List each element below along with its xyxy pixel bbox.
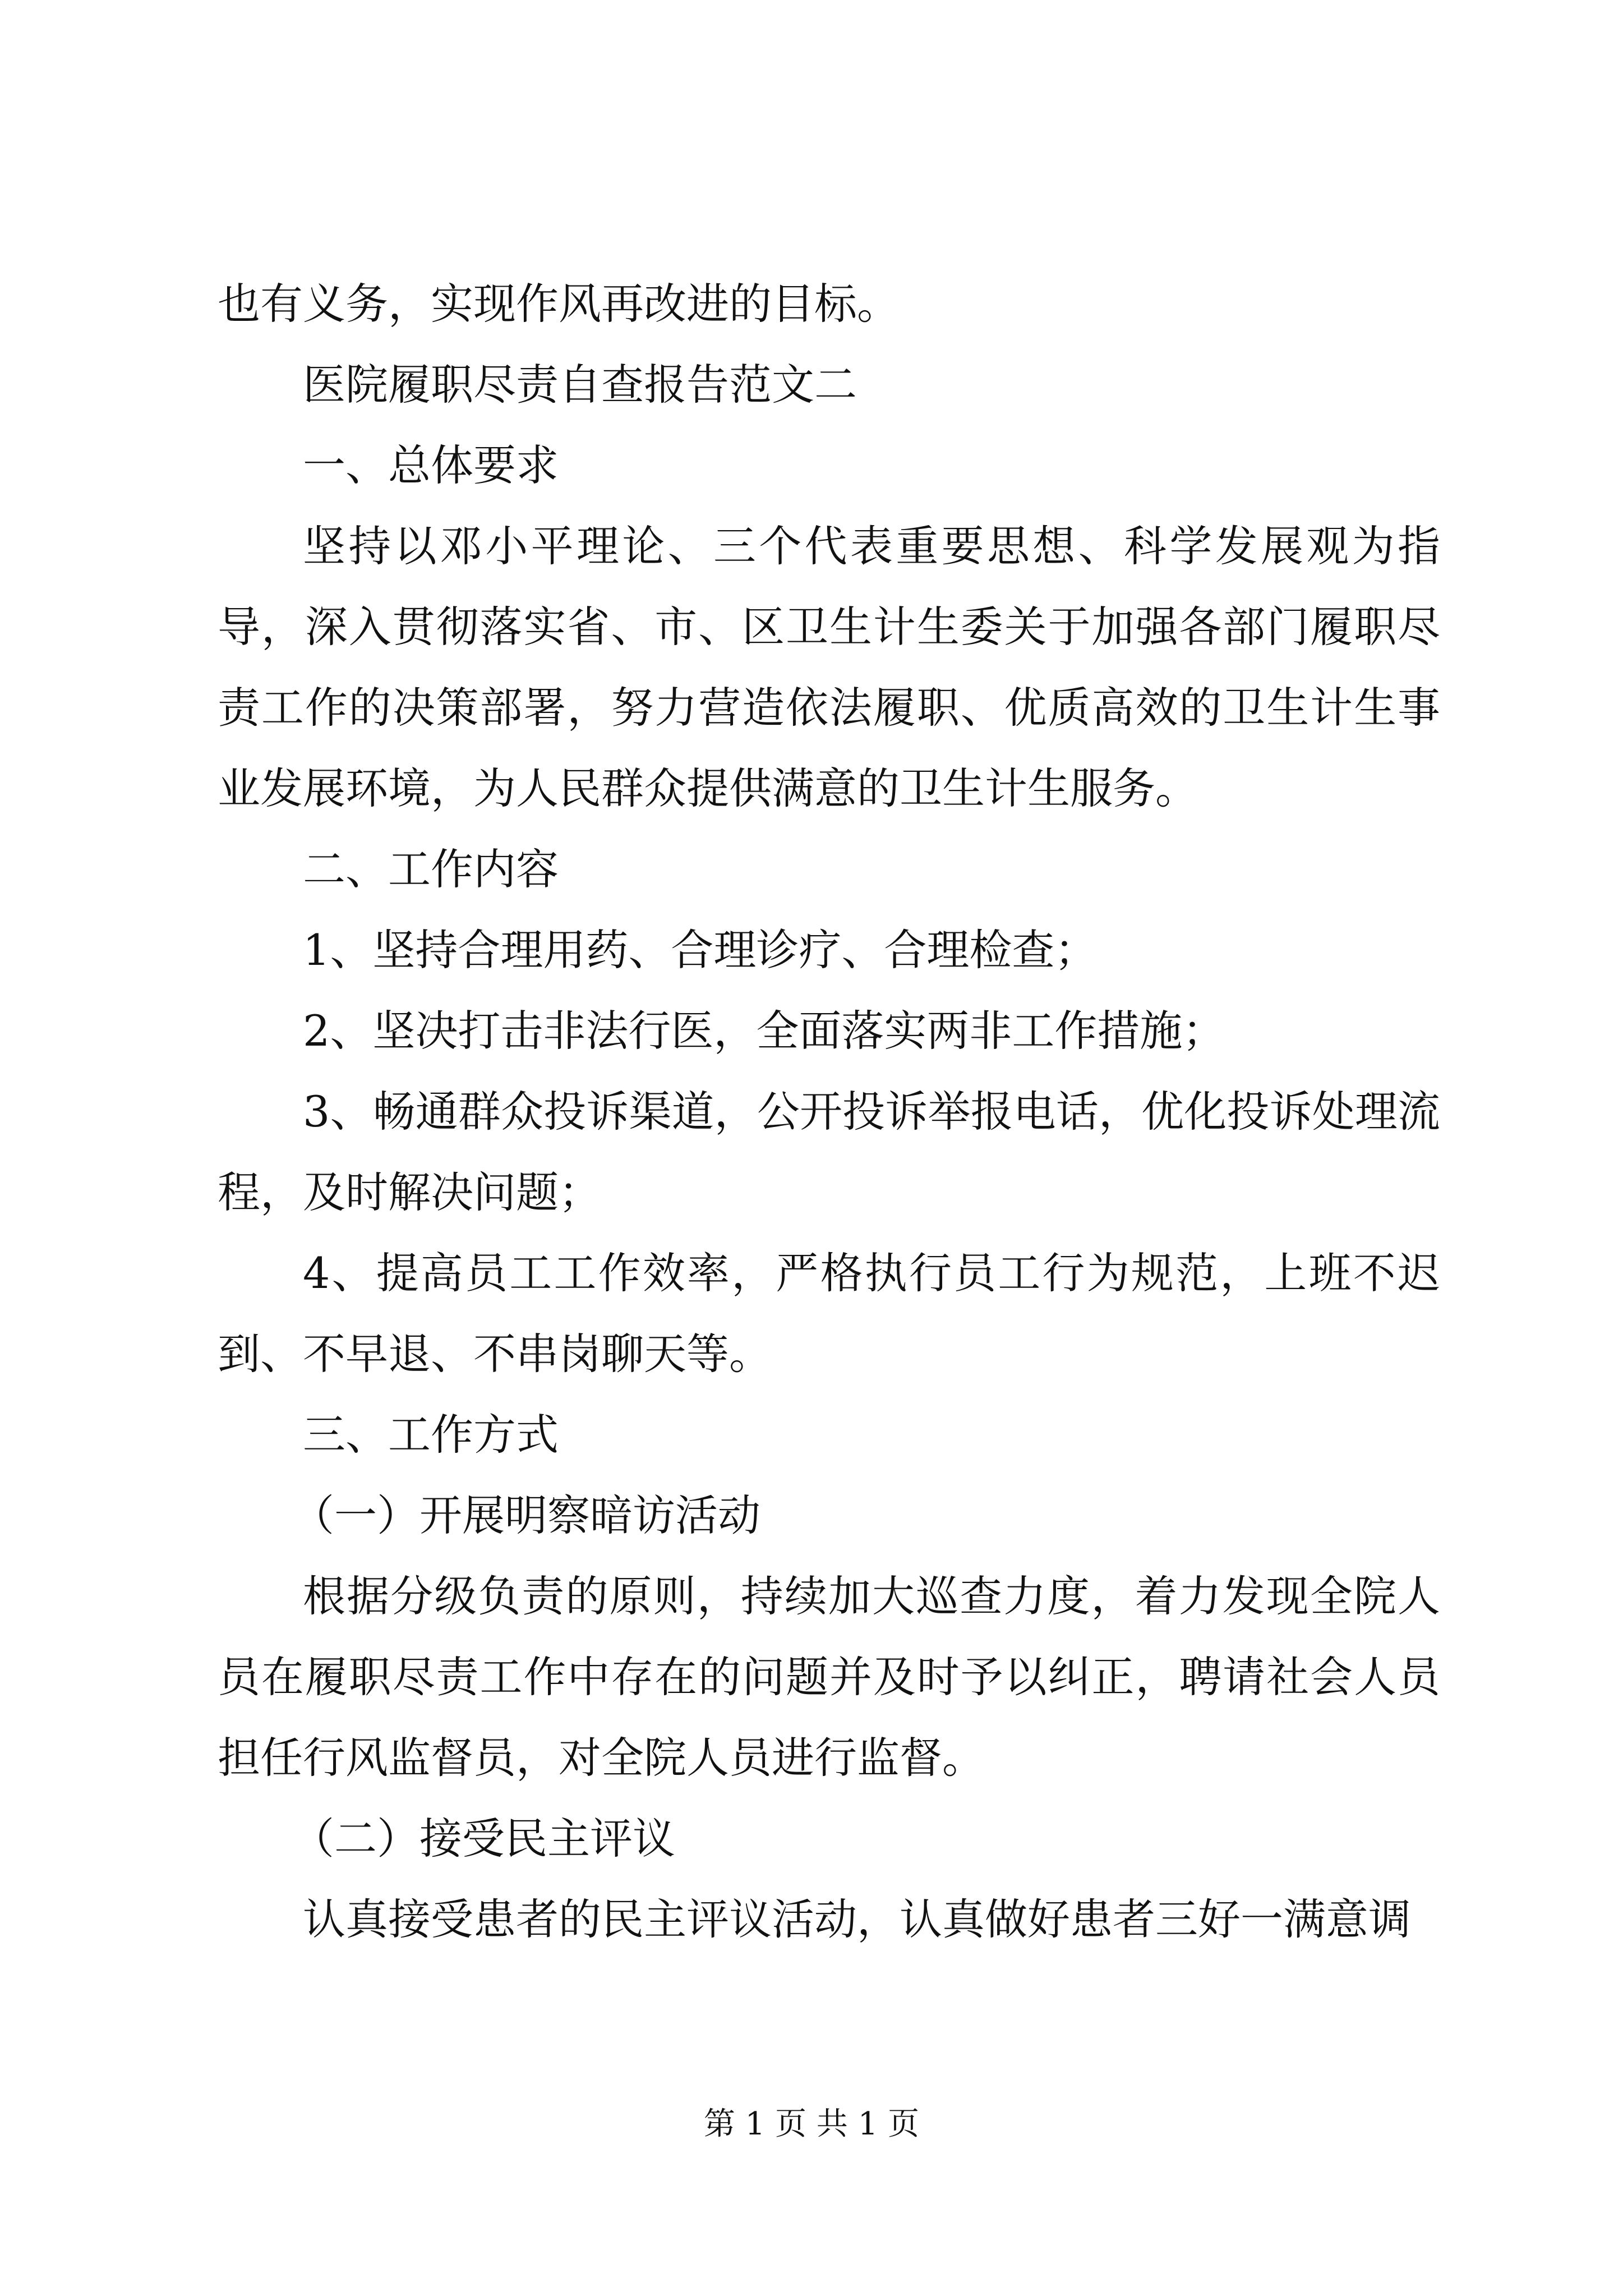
- list-item-2: 2、坚决打击非法行医，全面落实两非工作措施；: [303, 1006, 1225, 1056]
- subheading-evaluation: （二）接受民主评议: [292, 1814, 675, 1864]
- section-title: 医院履职尽责自查报告范文二: [303, 360, 857, 409]
- heading-overall-requirements: 一、总体要求: [303, 440, 559, 490]
- paragraph-evaluation: 认真接受患者的民主评议活动，认真做好患者三好一满意调: [303, 1894, 1411, 1944]
- heading-work-content: 二、工作内容: [303, 844, 559, 894]
- subheading-inspection: （一）开展明察暗访活动: [292, 1490, 760, 1540]
- paragraph-continuation: 也有义务，实现作风再改进的目标。: [218, 279, 900, 329]
- page-footer: 第 1 页 共 1 页: [703, 2106, 920, 2142]
- list-item-1: 1、坚持合理用药、合理诊疗、合理检查；: [303, 925, 1098, 975]
- heading-work-methods: 三、工作方式: [303, 1410, 559, 1460]
- paragraph-overall-requirements: 坚持以邓小平理论、三个代表重要思想、科学发展观为指导，深入贯彻落实省、市、区卫生计生委关于加强各部门履职尽责工作的决策部署，努力营造依法履职、优质高效的卫生计生事业发展环境，为人民群众提供满意的卫生计生服务。: [218, 521, 1440, 813]
- list-item-3: 3、畅通群众投诉渠道，公开投诉举报电话，优化投诉处理流程，及时解决问题；: [218, 1087, 1440, 1217]
- paragraph-inspection: 根据分级负责的原则，持续加大巡查力度，着力发现全院人员在履职尽责工作中存在的问题并及时予以纠正，聘请社会人员担任行风监督员，对全院人员进行监督。: [218, 1571, 1440, 1783]
- list-item-4: 4、提高员工工作效率，严格执行员工行为规范，上班不迟到、不早退、不串岗聊天等。: [218, 1248, 1440, 1379]
- document-body: [218, 264, 1440, 1960]
